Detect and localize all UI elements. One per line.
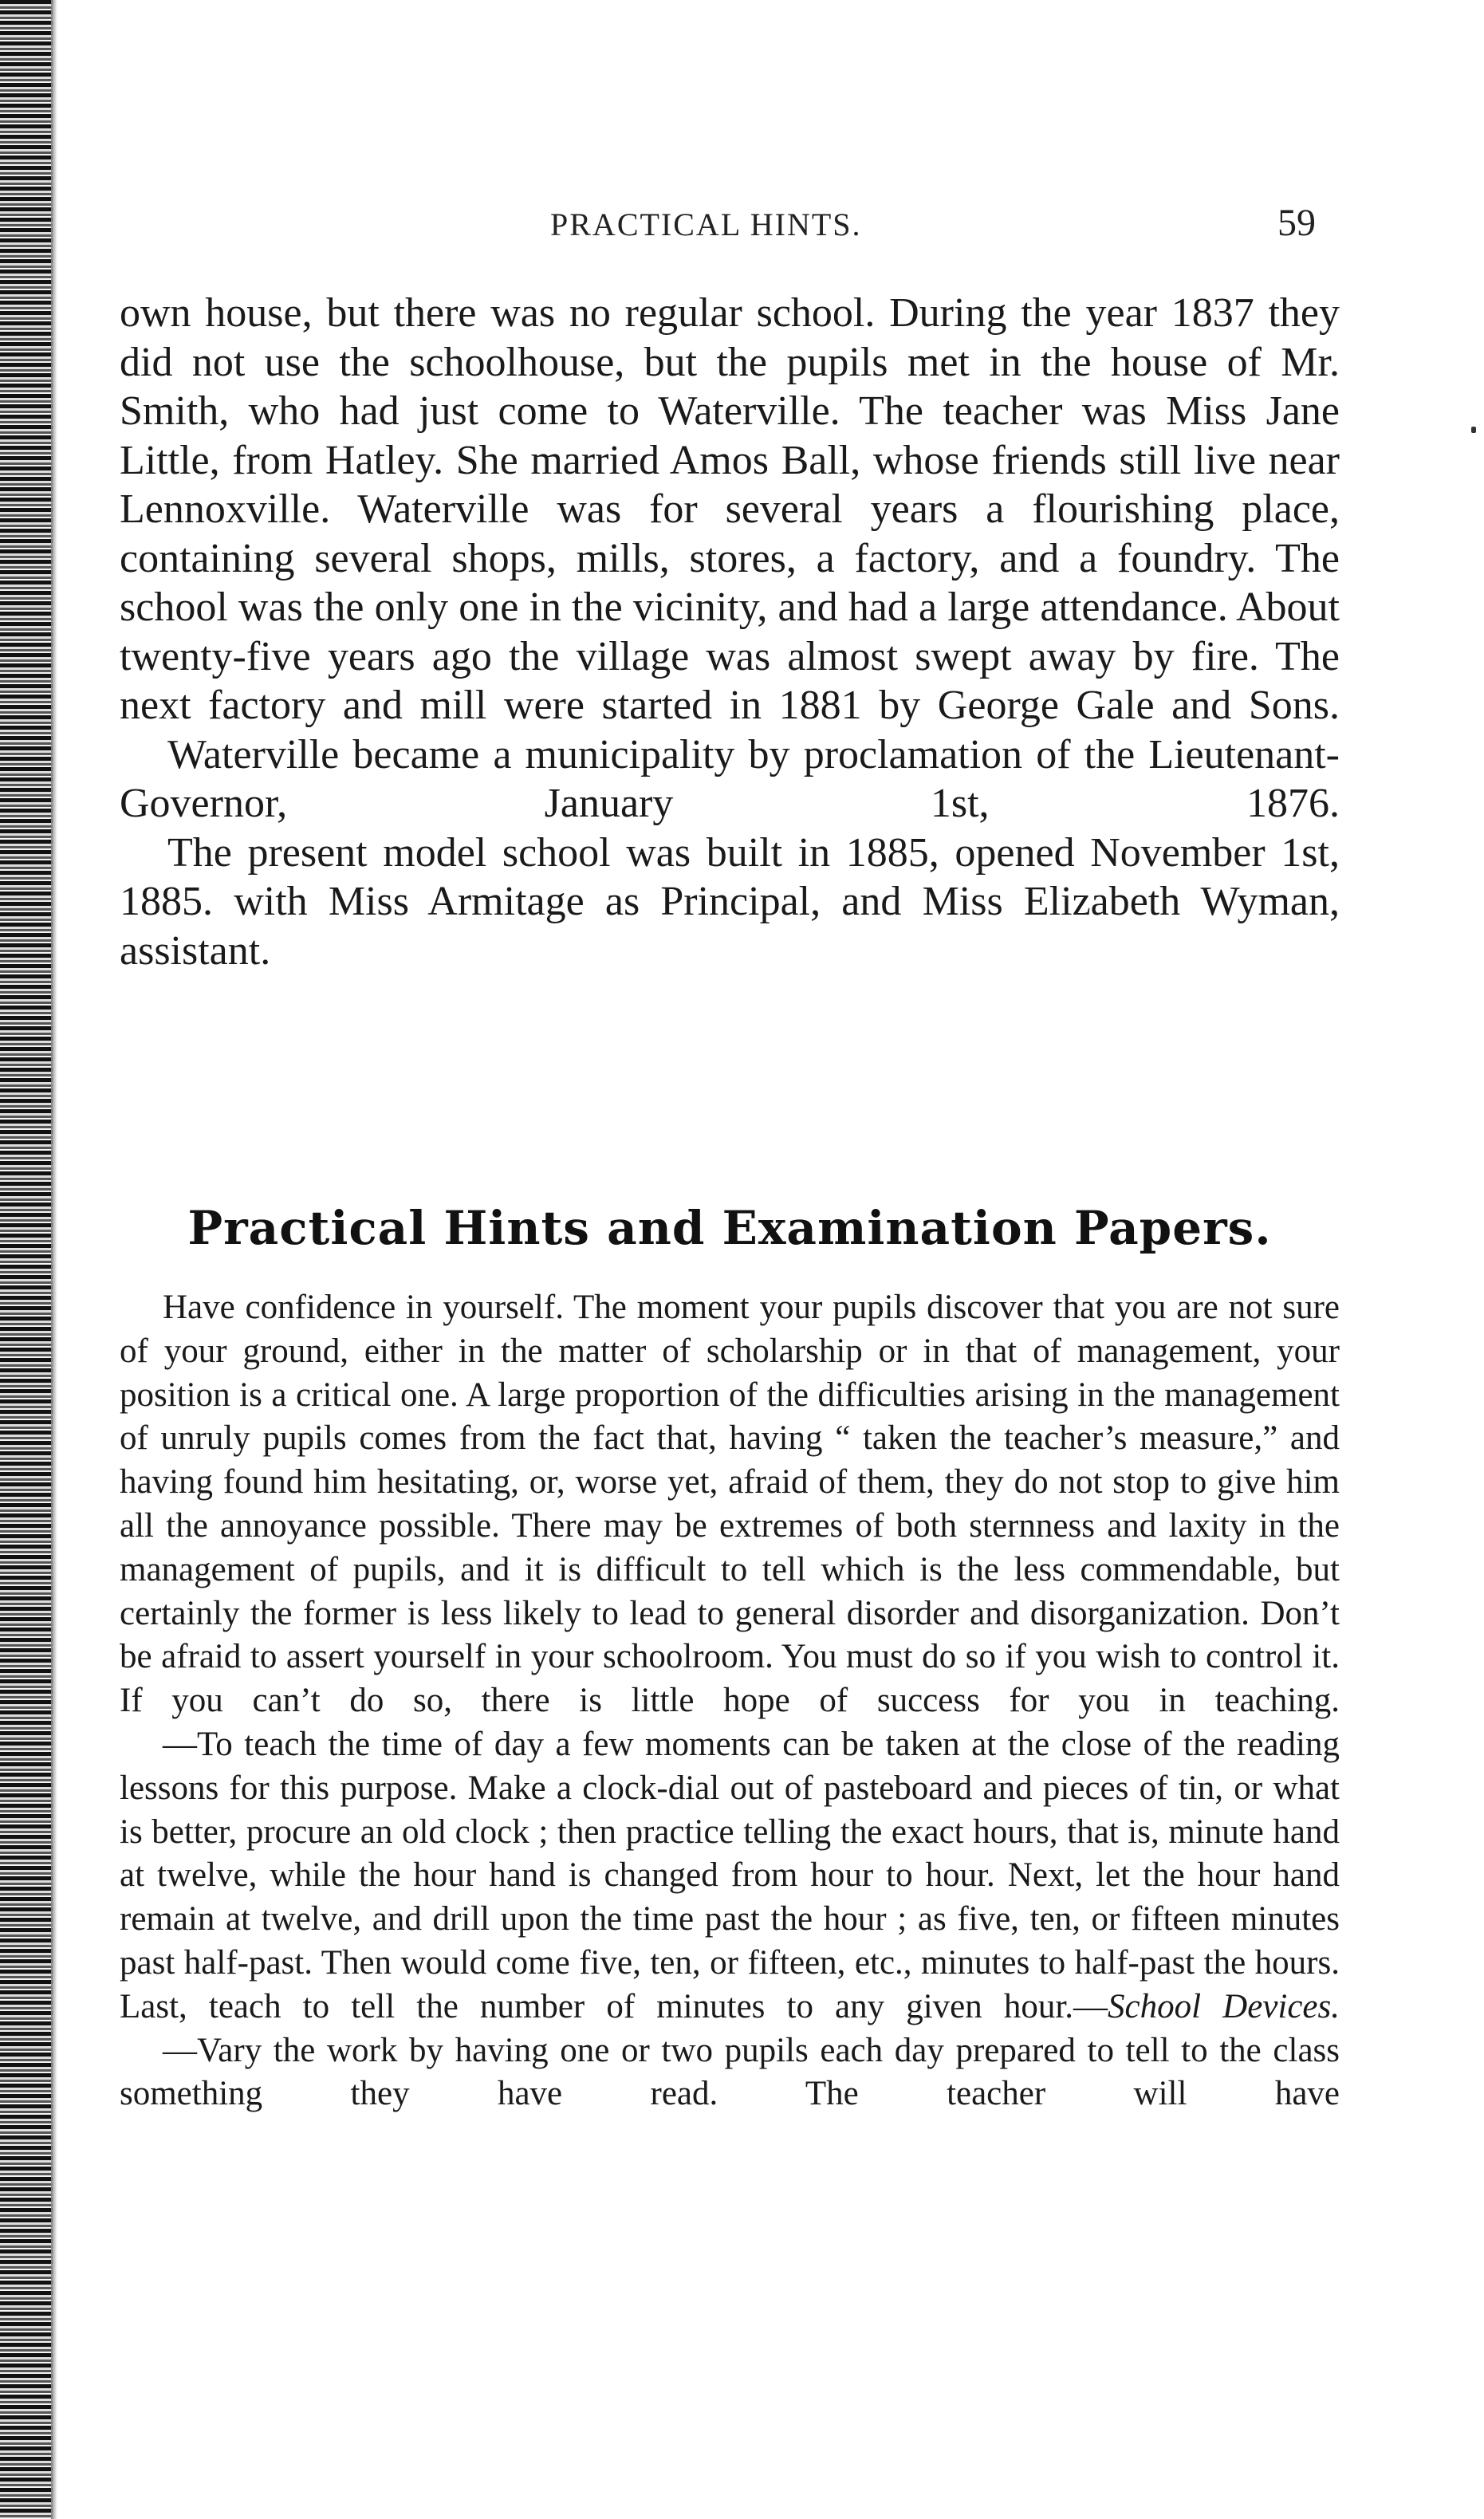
print-speck — [1471, 427, 1476, 433]
page-number: 59 — [1277, 202, 1316, 244]
municipal-history-section — [120, 289, 1340, 975]
paragraph-time-of-day — [120, 1723, 1340, 2029]
paragraph-model-school: The present model school was built in 1885, opened November 1st, 1885. with Miss Armitage as Principal, and Miss Elizabeth Wyman, assistant. — [120, 829, 1340, 974]
paragraph-vary-work: —Vary the work by having one or two pupils each day prepared to tell to the class something they have read. The teacher will have — [120, 2031, 1340, 2113]
book-binding-edge — [0, 0, 53, 2519]
paragraph-history-continued: own house, but there was no regular school. During the year 1837 they did not use the schoolhouse, but the pupils met in the house of Mr. Smith, who had just come to Waterville. The teacher was Miss Jane Little, from Hatley. She married Amos Ball, whose friends still live near Lennoxville. Waterville was for several years a flourishing place, containing several shops, mills, stores, a factory, and a foundry. The school was the only one in the vicinity, and had a large attendance. About twenty-five years ago the village was almost swept away by fire. The next factory and mill were started in 1881 by George Gale and Sons. — [120, 290, 1340, 728]
section-heading: Practical Hints and Examination Papers. — [187, 1201, 1272, 1255]
paragraph-time-of-day-text: —To teach the time of day a few moments can be taken at the close of the reading lessons for this purpose. Make a clock-dial out of pasteboard and pieces of tin, or what is better, procure an old clock ; then practice telling the exact hours, that is, minute hand at twelve, while the hour hand is changed from hour to hour. Next, let the hour hand remain at twelve, and drill upon the time past the hour ; as five, ten, or fifteen minutes past half-past. Then would come five, ten, or fifteen, etc., minutes to half-past the hours. Last, teach to tell the number of minutes to any given hour.— — [120, 1725, 1340, 2025]
running-head: PRACTICAL HINTS. — [550, 207, 862, 242]
paragraph-confidence: Have confidence in yourself. The moment your pupils discover that you are not sure of your ground, either in the matter of scholarship or in that of management, your position is a critical one. A large proportion of the difficulties arising in the management of unruly pupils comes from the fact that, having “ taken the teacher’s measure,” and having found him hesitating, or, worse yet, afraid of them, they do not stop to give him all the annoyance possible. There may be extremes of both sternness and laxity in the management of pupils, and it is difficult to tell which is the less commendable, but certainly the former is less likely to lead to general disorder and disorganization. Don’t be afraid to assert yourself in your schoolroom. You must do so if you wish to control it. If you can’t do so, there is little hope of success for you in teaching. — [120, 1289, 1340, 1720]
source-citation: School Devices. — [1108, 1987, 1340, 2025]
paragraph-municipality: Waterville became a municipality by proclamation of the Lieutenant-Governor, January 1st, 1876. — [120, 731, 1340, 826]
practical-hints-section — [120, 1286, 1340, 2116]
